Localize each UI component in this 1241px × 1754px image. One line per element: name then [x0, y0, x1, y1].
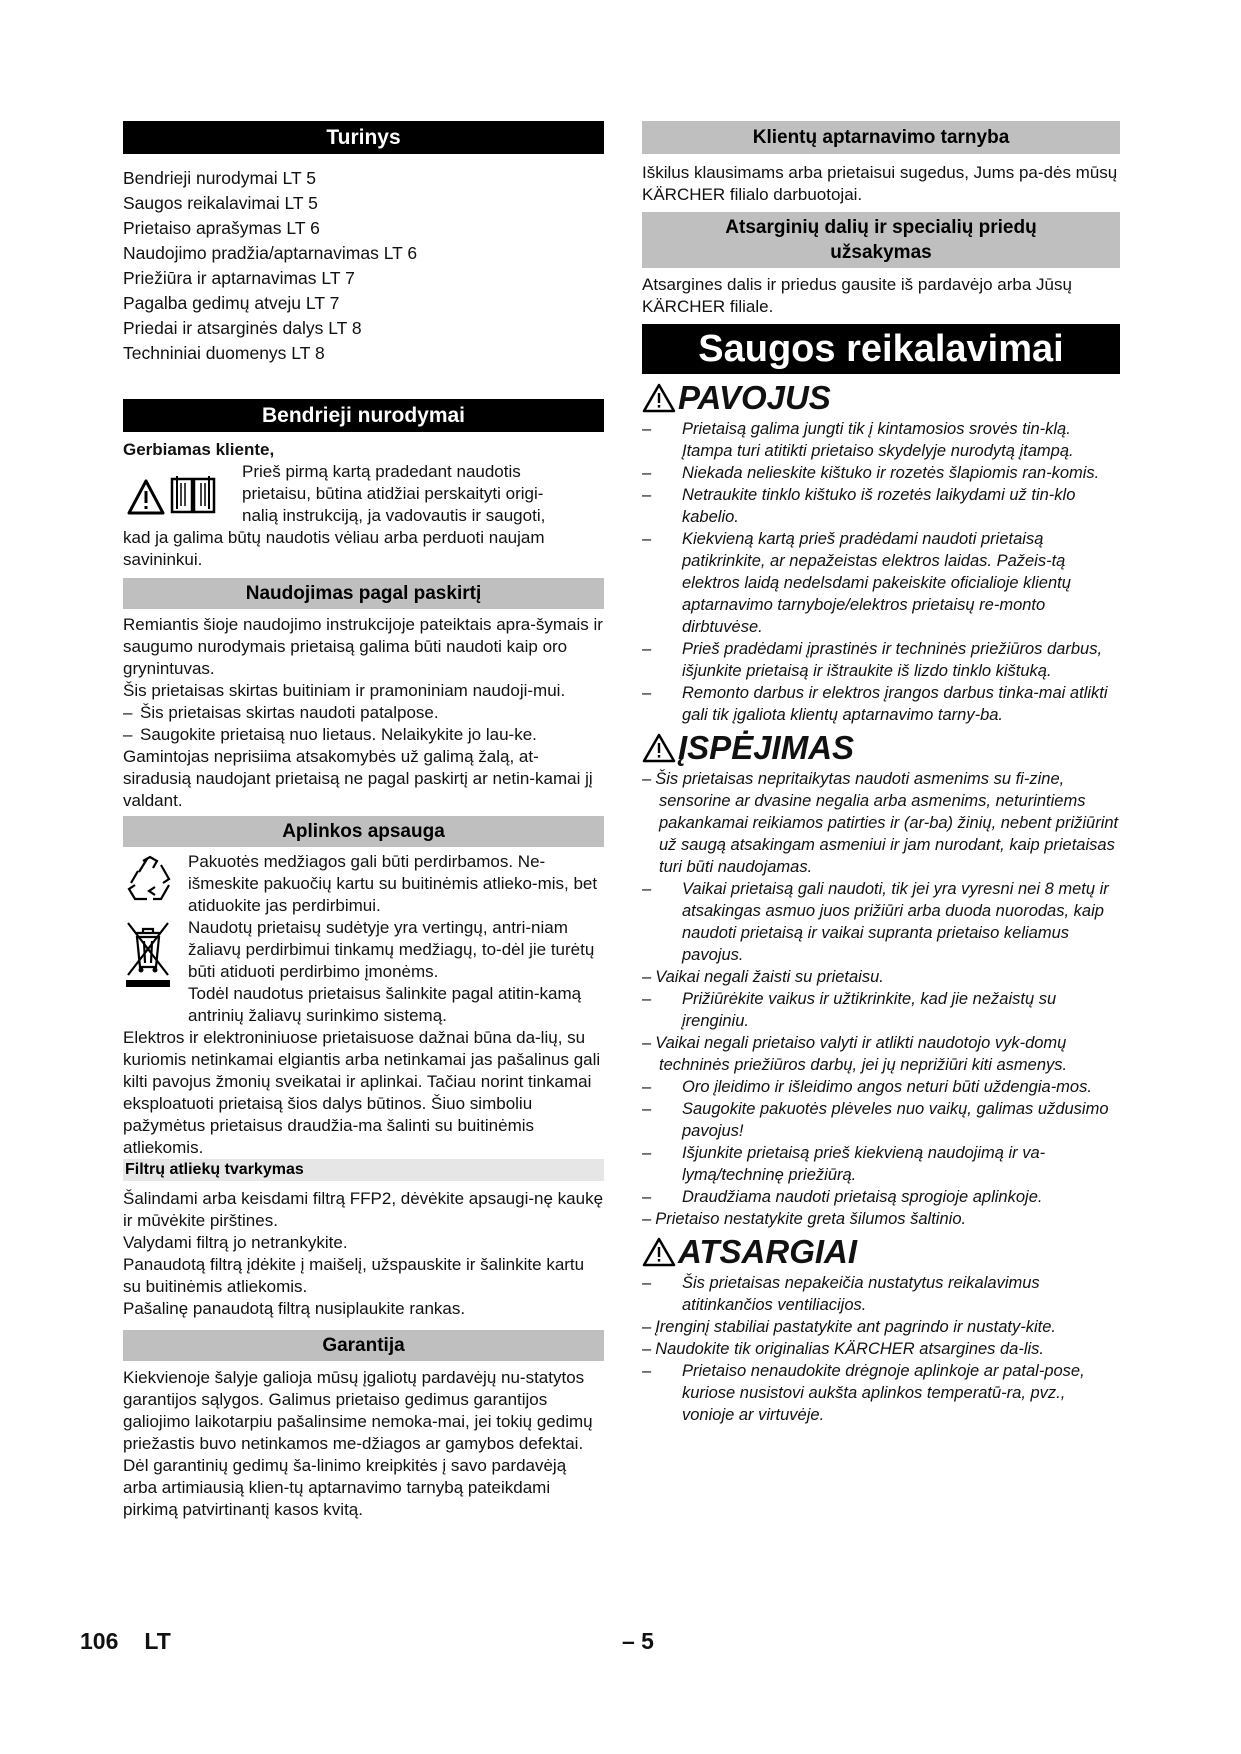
toc-item[interactable]: Naudojimo pradžia/aptarnavimas LT 6 — [123, 243, 418, 263]
list-item: – Naudokite tik originalias KÄRCHER atsargines da-lis. — [642, 1340, 1045, 1358]
warning-triangle-icon — [642, 733, 676, 763]
parts-heading-line-1: Atsarginių dalių ir specialių priedų — [725, 217, 1037, 238]
filter-paragraph-4: Pašalinę panaudotą filtrą nusiplaukite rankas. — [123, 1299, 466, 1318]
use-list-item-2: – Saugokite prietaisą nuo lietaus. Nelaikykite jo lau-ke. — [123, 725, 537, 744]
filter-paragraph-1: Šalindami arba keisdami filtrą FFP2, dėvėkite apsaugi-nę kaukę ir mūvėkite pirštines. — [123, 1189, 604, 1230]
use-list-item-1: – Šis prietaisas skirtas naudoti patalpose. — [123, 703, 439, 722]
env-heading: Aplinkos apsauga — [123, 816, 604, 847]
list-item: – Saugokite pakuotės plėveles nuo vaikų, galimas uždusimo pavojus! — [642, 1100, 1109, 1140]
toc-item[interactable]: Saugos reikalavimai LT 5 — [123, 193, 318, 213]
list-item: – Remonto darbus ir elektros įrangos darbus tinka-mai atlikti gali tik įgaliota klientų aptarnavimo tarny-ba. — [642, 684, 1108, 724]
list-item: – Oro įleidimo ir išleidimo angos neturi būti uždengia-mos. — [642, 1078, 1092, 1096]
intro-block — [123, 461, 604, 527]
right-column — [642, 121, 1120, 1426]
toc-item[interactable]: Priežiūra ir aptarnavimas LT 7 — [123, 268, 355, 288]
danger-triangle-icon — [642, 383, 676, 413]
toc-item[interactable]: Bendrieji nurodymai LT 5 — [123, 168, 316, 188]
list-item: – Niekada nelieskite kištuko ir rozetės šlapiomis ran-komis. — [642, 464, 1100, 482]
list-item: – Šis prietaisas nepakeičia nustatytus reikalavimus atitinkančios ventiliacijos. — [642, 1274, 1040, 1314]
filter-heading: Filtrų atliekų tvarkymas — [123, 1159, 604, 1181]
intro-line-3: nalią instrukciją, ja vadovautis ir saugoti, — [242, 506, 546, 525]
caution-triangle-icon — [642, 1237, 676, 1267]
page-number: 106 LT — [80, 1628, 171, 1654]
toc-heading: Turinys — [123, 121, 604, 154]
recycle-icon — [125, 855, 175, 903]
list-item: – Netraukite tinklo kištuko iš rozetės laikydami už tin-klo kabelio. — [642, 486, 1076, 526]
crossed-bin-icon — [125, 919, 171, 989]
use-paragraph-1: Remiantis šioje naudojimo instrukcijoje pateiktais apra-šymais ir saugumo nurodymais prietaisą galima būti naudoti kaip oro grynintuvas. — [123, 615, 603, 678]
list-item: – Prietaiso nenaudokite drėgnoje aplinkoje ar patal-pose, kuriose nusistovi aukšta aplinkos temperatū-ra, pvz., vonioje ar virtuvėje. — [642, 1362, 1085, 1424]
service-paragraph: Iškilus klausimams arba prietaisui sugedus, Jums pa-dės mūsų KÄRCHER filialo darbuotojai. — [642, 163, 1118, 204]
use-paragraph-2: Šis prietaisas skirtas buitiniam ir pramoniniam naudoji-mui. — [123, 681, 566, 700]
warranty-heading: Garantija — [123, 1330, 604, 1361]
service-heading: Klientų aptarnavimo tarnyba — [642, 121, 1120, 154]
toc-item[interactable]: Techniniai duomenys LT 8 — [123, 343, 325, 363]
parts-heading-line-2: užsakymas — [830, 242, 932, 263]
intro-line-2: prietaisu, būtina atidžiai perskaityti origi- — [242, 484, 544, 503]
toc-item[interactable]: Prietaiso aprašymas LT 6 — [123, 218, 320, 238]
list-item: – Prižiūrėkite vaikus ir užtikrinkite, kad jie nežaistų su įrenginiu. — [642, 990, 1057, 1030]
use-paragraph-3: Gamintojas neprisiima atsakomybės už galimą žalą, at-siradusią naudojant prietaisą ne pagal paskirtį ar netin-kamai jį valdant. — [123, 747, 593, 810]
env-paragraph-1: Pakuotės medžiagos gali būti perdirbamos. Ne-išmeskite pakuočių kartu su buitinėmis atlieko-mis, bet atiduokite jas perdirbimui. — [188, 852, 598, 915]
list-item: – Vaikai negali žaisti su prietaisu. — [642, 968, 884, 986]
parts-paragraph: Atsargines dalis ir priedus gausite iš pardavėjo arba Jūsų KÄRCHER filiale. — [642, 275, 1072, 316]
safety-heading: Saugos reikalavimai — [642, 324, 1120, 374]
warning-title: ĮSPĖJIMAS — [642, 728, 1120, 768]
env-paragraph-3: Todėl naudotus prietaisus šalinkite pagal atitin-kamą antrinių žaliavų surinkimo sistemą. — [188, 984, 582, 1025]
caution-title: ATSARGIAI — [642, 1232, 1120, 1272]
env-paragraph-4: Elektros ir elektroniniuose prietaisuose dažnai būna da-lių, su kuriomis netinkamai elgiantis arba netinkamai jas pašalinus gali kilti pavojus žmonių sveikatai ir aplinkai. Tačiau norint tinkamai eksploatuoti prietaisą šios dalys būtinos. Šiuo simboliu pažymėtus prietaisus draudžia-ma šalinti su buitinėmis atliekomis. — [123, 1028, 601, 1157]
toc-list — [123, 166, 604, 366]
general-heading: Bendrieji nurodymai — [123, 399, 604, 432]
list-item: – Prieš pradėdami įprastinės ir techninės priežiūros darbus, išjunkite prietaisą ir ištraukite iš lizdo tinklo kištuką. — [642, 640, 1103, 680]
env-paragraph-2: Naudotų prietaisų sudėtyje yra vertingų, antri-niam žaliavų perdirbimui tinkamų medžiagų, to-dėl jie turėtų būti atiduoti perdirbimo įmonėms. — [188, 918, 595, 981]
toc-item[interactable]: Priedai ir atsarginės dalys LT 8 — [123, 318, 362, 338]
intro-line-1: Prieš pirmą kartą pradedant naudotis — [242, 462, 521, 481]
warranty-paragraph: Kiekvienoje šalyje galioja mūsų įgaliotų pardavėjų nu-statytos garantijos sąlygos. Galimus prietaiso gedimus garantijos galiojimo laikotarpiu pašalinsime nemoka-mai, jei tokių gedimų priežastis buvo netinkamos me-džiagos ar gamybos defektai. Dėl garantinių gedimų ša-linimo kreipkitės į savo pardavėją arba artimiausią klien-tų aptarnavimo tarnybą pateikdami pirkimą patvirtinantį kasos kvitą. — [123, 1368, 593, 1519]
filter-paragraph-2: Valydami filtrą jo netrankykite. — [123, 1233, 348, 1252]
list-item: – Kiekvieną kartą prieš pradėdami naudoti prietaisą patikrinkite, ar nepažeistas elektros laidas. Pažeis-tą elektros laidą nedelsdami pakeiskite oficialioje klientų aptarnavimo tarnyboje/elektros prietaisų re-monto dirbtuvėse. — [642, 530, 1071, 636]
list-item: – Prietaisą galima jungti tik į kintamosios srovės tin-klą. Įtampa turi atitikti prietaiso skydelyje nurodytą įtampą. — [642, 420, 1074, 460]
list-item: – Vaikai prietaisą gali naudoti, tik jei yra vyresni nei 8 metų ir atsakingas asmuo juos prižiūri arba duoda nuorodas, kaip naudoti prietaisą ir vaikai supranta prietaiso keliamus pavojus. — [642, 880, 1109, 964]
list-item: – Draudžiama naudoti prietaisą sprogioje aplinkoje. — [642, 1188, 1043, 1206]
danger-list — [642, 418, 1120, 726]
list-item: – Šis prietaisas nepritaikytas naudoti asmenims su fi-zine, sensorine ar dvasine negalia arba asmenims, neturintiems pakankamai reikiamos patirties ir (ar-ba) žinių, nebent prižiūrint už saugą atsakingam asmeniui ir jam nurodant, kaip prietaisas turi būti naudojamas. — [642, 770, 1119, 876]
list-item: – Išjunkite prietaisą prieš kiekvieną naudojimą ir va-lymą/techninę priežiūrą. — [642, 1144, 1046, 1184]
parts-heading — [642, 212, 1120, 268]
list-item: – Prietaiso nestatykite greta šilumos šaltinio. — [642, 1210, 967, 1228]
page-center-number: – 5 — [622, 1628, 654, 1654]
env-weee-block — [123, 917, 604, 1027]
filter-paragraph-3: Panaudotą filtrą įdėkite į maišelį, užspauskite ir šalinkite kartu su buitinėmis atliekomis. — [123, 1255, 585, 1296]
caution-list — [642, 1272, 1120, 1426]
list-item: – Vaikai negali prietaiso valyti ir atlikti naudotojo vyk-domų techninės priežiūros darbų, jei jų neprižiūri kiti asmenys. — [642, 1034, 1068, 1074]
use-heading: Naudojimas pagal paskirtį — [123, 578, 604, 609]
danger-title: PAVOJUS — [642, 378, 1120, 418]
left-column — [123, 121, 604, 1521]
manual-book-icon — [169, 473, 217, 515]
env-recycle-block — [123, 851, 604, 917]
intro-rest: kad ja galima būtų naudotis vėliau arba perduoti naujam savininkui. — [123, 528, 545, 569]
greeting: Gerbiamas kliente, — [123, 440, 275, 459]
warning-triangle-icon — [127, 479, 165, 515]
list-item: – Įrenginį stabiliai pastatykite ant pagrindo ir nustaty-kite. — [642, 1318, 1056, 1336]
warning-list — [642, 768, 1120, 1230]
toc-item[interactable]: Pagalba gedimų atveju LT 7 — [123, 293, 340, 313]
